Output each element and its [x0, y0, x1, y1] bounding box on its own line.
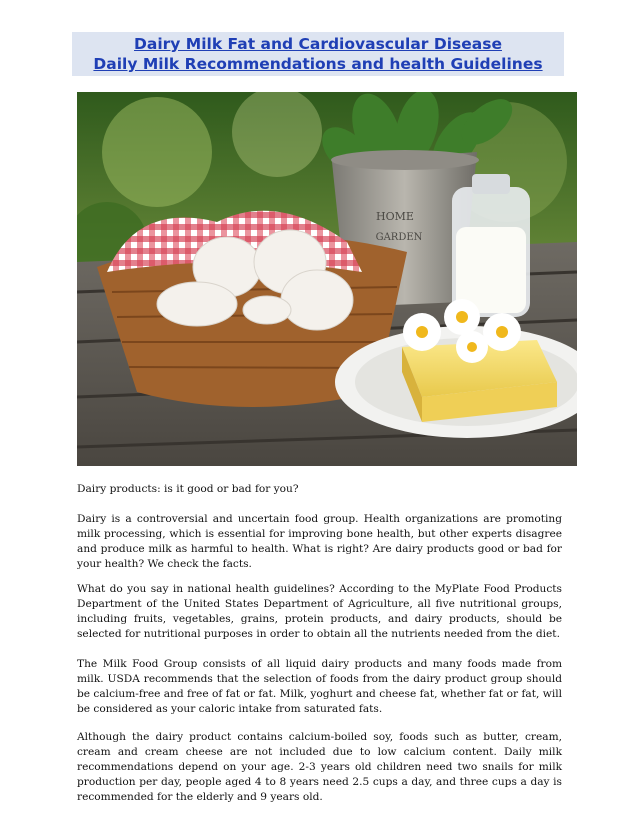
title-line-1: Dairy Milk Fat and Cardiovascular Disease: [134, 35, 502, 53]
paragraph-milk-food-group: The Milk Food Group consists of all liquid dairy products and many foods made from milk. USDA recommends that the selection of foods from the dairy product group should be calcium-free and free of fat or fat. Milk, yoghurt and cheese fat, whether fat or fat, will be considered as your caloric intake from saturated fats.: [77, 658, 562, 715]
pot-text-garden: GARDEN: [375, 232, 423, 243]
pot-text-home: HOME: [376, 210, 414, 223]
paragraph-controversy: Dairy is a controversial and uncertain food group. Health organizations are promoting milk processing, which is essential for improving bone health, but other experts disagree and produce milk as harmful to health. What is right? Are dairy products good or bad for your health? We check the facts.: [77, 513, 562, 570]
paragraph-intro-question: Dairy products: is it good or bad for you?: [77, 483, 299, 495]
paragraph-daily-recommendations: Although the dairy product contains calcium-boiled soy, foods such as butter, cream, cream and cream cheese are not included due to low calcium content. Daily milk recommendations depend on your age. 2-3 years old children need two snails for milk production per day, people aged 4 to 8 years need 2.5 cups a day, and three cups a day is recommended for the elderly and 9 years old.: [77, 731, 562, 803]
title-banner: [72, 32, 564, 76]
title-line-2: Daily Milk Recommendations and health Guidelines: [93, 55, 543, 73]
paragraph-guidelines: What do you say in national health guidelines? According to the MyPlate Food Products Department of the United States Department of Agriculture, all five nutritional groups, including fruits, vegetables, grains, protein products, and dairy products, should be selected for nutritional purposes in order to obtain all the nutrients needed from the diet.: [77, 583, 562, 640]
dairy-photo: [77, 92, 577, 466]
